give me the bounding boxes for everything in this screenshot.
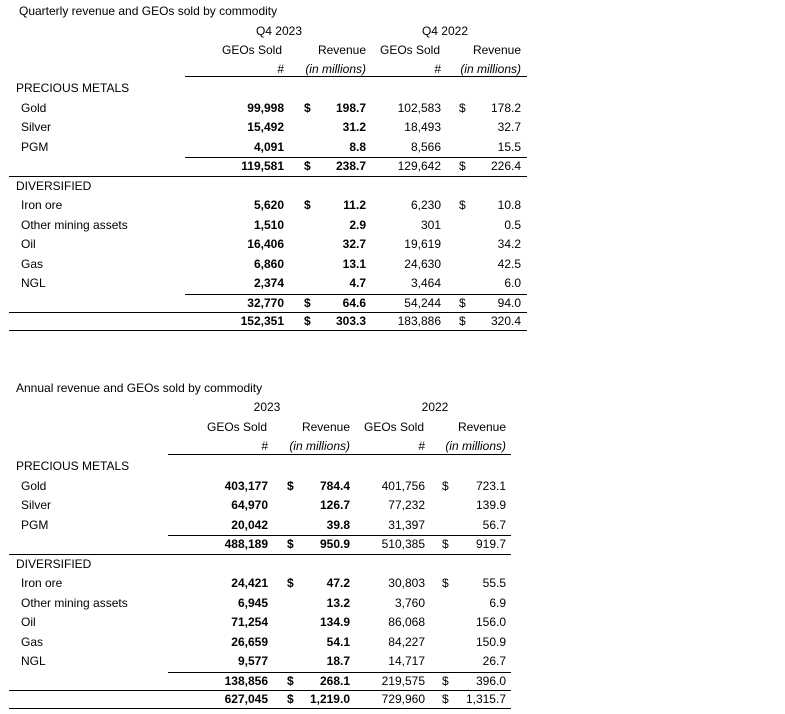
annual-row-label: Silver — [21, 498, 52, 512]
quarterly-row-revenue-prior: 178.2 — [490, 100, 521, 115]
quarterly-subtotal-row-currency-prior: $ — [459, 159, 466, 173]
quarterly-subtotal-row-revenue-prior: 94.0 — [497, 295, 521, 310]
quarterly-row-revenue-prior: 42.5 — [497, 256, 521, 271]
annual-row-geos-current: 24,421 — [231, 576, 268, 590]
annual-row-geos-prior: 77,232 — [388, 498, 425, 512]
quarterly-total-row-currency-prior: $ — [459, 314, 466, 328]
annual-row-label: Oil — [21, 615, 36, 629]
annual-subtotal-row-revenue-prior: 919.7 — [475, 537, 506, 551]
annual-row-label: NGL — [21, 654, 46, 668]
quarterly-row-currency-prior: $ — [459, 100, 466, 115]
annual-col-revenue-prior: Revenue — [457, 420, 506, 434]
annual-subtotal-row-geos-current: 488,189 — [224, 537, 268, 551]
quarterly-table-title: Quarterly revenue and GEOs sold by commodity — [19, 4, 278, 18]
annual-row-revenue-prior: 56.7 — [482, 517, 506, 532]
annual-col-hash-current: # — [261, 439, 268, 453]
quarterly-subtotal-row-currency-prior: $ — [459, 295, 466, 310]
annual-total-row-currency-prior: $ — [442, 692, 449, 706]
annual-subtotal-row-geos-current: 138,856 — [224, 673, 268, 688]
quarterly-total-row-revenue-prior: 320.4 — [490, 314, 521, 328]
annual-row-revenue-prior: 723.1 — [475, 478, 506, 493]
quarterly-section-heading: DIVERSIFIED — [16, 178, 92, 193]
quarterly-total-row-currency-current: $ — [304, 314, 311, 328]
quarterly-row-currency-current: $ — [304, 198, 311, 212]
quarterly-row-revenue-current: 11.2 — [343, 198, 366, 212]
annual-subtotal-rule — [168, 672, 511, 673]
annual-row-geos-prior: 3,760 — [394, 595, 425, 610]
annual-row-revenue-prior: 150.9 — [475, 634, 506, 649]
quarterly-subtotal-rule — [185, 157, 527, 158]
annual-subtotal-row-currency-current: $ — [287, 673, 294, 688]
quarterly-col-geos-prior: GEOs Sold — [379, 43, 441, 57]
quarterly-row-geos-prior: 102,583 — [397, 100, 441, 115]
annual-period-current: 2023 — [253, 400, 281, 414]
quarterly-total-row-geos-current: 152,351 — [240, 314, 284, 328]
annual-row-revenue-prior: 139.9 — [475, 498, 506, 512]
annual-header-rule — [168, 454, 511, 455]
annual-table-title: Annual revenue and GEOs sold by commodity — [16, 381, 263, 395]
annual-row-geos-current: 71,254 — [231, 615, 268, 629]
quarterly-row-geos-current: 5,620 — [253, 198, 284, 212]
annual-subtotal-row-revenue-prior: 396.0 — [475, 673, 506, 688]
annual-section-heading: PRECIOUS METALS — [16, 459, 130, 473]
quarterly-subtotal-row-revenue-prior: 226.4 — [490, 159, 521, 173]
annual-col-revenue-current: Revenue — [301, 420, 350, 434]
quarterly-row-geos-prior: 24,630 — [404, 256, 441, 271]
annual-row-geos-prior: 14,717 — [388, 654, 425, 668]
quarterly-subtotal-row-revenue-current: 238.7 — [335, 159, 366, 173]
quarterly-col-revenue-current: Revenue — [317, 43, 366, 57]
quarterly-row-geos-current: 4,091 — [253, 139, 284, 154]
quarterly-row-label: Iron ore — [21, 198, 63, 212]
quarterly-row-revenue-current: 13.1 — [342, 256, 366, 271]
quarterly-subtotal-row-geos-prior: 54,244 — [404, 295, 441, 310]
annual-section-rule — [9, 690, 511, 691]
quarterly-col-millions-current: (in millions) — [305, 62, 366, 76]
quarterly-period-current: Q4 2023 — [255, 24, 303, 38]
annual-subtotal-row-currency-current: $ — [287, 537, 294, 551]
quarterly-section-rule — [9, 176, 527, 177]
quarterly-row-label: Oil — [21, 237, 36, 251]
quarterly-subtotal-row-currency-current: $ — [304, 159, 311, 173]
annual-row-revenue-current: 13.2 — [326, 595, 350, 610]
quarterly-row-geos-current: 1,510 — [253, 217, 284, 232]
annual-row-currency-prior: $ — [442, 478, 449, 493]
annual-section-heading: DIVERSIFIED — [16, 556, 92, 571]
annual-row-revenue-current: 18.7 — [326, 654, 350, 668]
annual-row-geos-prior: 86,068 — [388, 615, 425, 629]
annual-row-geos-prior: 84,227 — [388, 634, 425, 649]
quarterly-row-revenue-prior: 6.0 — [504, 276, 521, 290]
annual-section-rule — [9, 554, 511, 555]
quarterly-row-label: Other mining assets — [21, 217, 128, 232]
annual-subtotal-row-geos-prior: 510,385 — [381, 537, 425, 551]
quarterly-row-revenue-prior: 0.5 — [504, 217, 521, 232]
quarterly-section-heading: PRECIOUS METALS — [16, 81, 130, 95]
annual-row-label: Iron ore — [21, 576, 63, 590]
quarterly-row-geos-current: 2,374 — [253, 276, 284, 290]
annual-total-row-geos-prior: 729,960 — [381, 692, 425, 706]
annual-row-revenue-current: 784.4 — [319, 478, 350, 493]
annual-col-millions-prior: (in millions) — [445, 439, 506, 453]
quarterly-subtotal-row-geos-prior: 129,642 — [397, 159, 441, 173]
quarterly-row-geos-current: 6,860 — [253, 256, 284, 271]
quarterly-row-geos-prior: 19,619 — [404, 237, 441, 251]
annual-row-label: Gas — [21, 634, 44, 649]
quarterly-row-revenue-prior: 15.5 — [497, 139, 521, 154]
annual-row-revenue-prior: 26.7 — [482, 654, 506, 668]
annual-subtotal-row-geos-prior: 219,575 — [381, 673, 425, 688]
annual-total-row-currency-current: $ — [287, 692, 294, 706]
quarterly-row-geos-current: 15,492 — [247, 120, 284, 134]
quarterly-header-rule — [185, 76, 527, 77]
quarterly-row-geos-prior: 301 — [420, 217, 441, 232]
annual-subtotal-row-currency-prior: $ — [442, 537, 449, 551]
annual-row-geos-current: 64,970 — [231, 498, 268, 512]
quarterly-row-revenue-current: 32.7 — [342, 237, 366, 251]
quarterly-row-revenue-current: 4.7 — [349, 276, 366, 290]
quarterly-col-geos-current: GEOs Sold — [221, 43, 283, 57]
annual-col-geos-current: GEOs Sold — [206, 420, 268, 434]
quarterly-subtotal-row-geos-current: 32,770 — [247, 295, 284, 310]
annual-row-geos-current: 20,042 — [231, 517, 268, 532]
quarterly-row-geos-prior: 6,230 — [410, 198, 441, 212]
quarterly-row-geos-prior: 3,464 — [410, 276, 441, 290]
quarterly-row-geos-prior: 18,493 — [404, 120, 441, 134]
annual-total-rule — [9, 708, 511, 709]
annual-col-hash-prior: # — [418, 439, 425, 453]
quarterly-total-row-revenue-current: 303.3 — [335, 314, 366, 328]
annual-row-geos-prior: 31,397 — [388, 517, 425, 532]
quarterly-row-label: PGM — [21, 139, 49, 154]
quarterly-col-millions-prior: (in millions) — [460, 62, 521, 76]
annual-col-millions-current: (in millions) — [289, 439, 350, 453]
quarterly-subtotal-row-currency-current: $ — [304, 295, 311, 310]
annual-row-geos-current: 26,659 — [231, 634, 268, 649]
annual-subtotal-row-revenue-current: 268.1 — [319, 673, 350, 688]
quarterly-row-geos-prior: 8,566 — [410, 139, 441, 154]
annual-row-revenue-current: 54.1 — [326, 634, 350, 649]
quarterly-row-label: Gold — [21, 100, 47, 115]
quarterly-row-geos-current: 99,998 — [247, 100, 284, 115]
quarterly-subtotal-row-revenue-current: 64.6 — [342, 295, 366, 310]
quarterly-row-revenue-current: 8.8 — [349, 139, 366, 154]
annual-row-geos-current: 6,945 — [237, 595, 268, 610]
quarterly-row-revenue-current: 2.9 — [349, 217, 366, 232]
annual-row-label: Other mining assets — [21, 595, 128, 610]
annual-row-revenue-prior: 156.0 — [475, 615, 506, 629]
annual-row-revenue-current: 47.2 — [326, 576, 350, 590]
quarterly-row-revenue-prior: 34.2 — [497, 237, 521, 251]
quarterly-subtotal-row-geos-current: 119,581 — [241, 159, 284, 173]
annual-subtotal-rule — [168, 535, 511, 536]
annual-col-geos-prior: GEOs Sold — [363, 420, 425, 434]
quarterly-row-geos-current: 16,406 — [247, 237, 284, 251]
annual-row-currency-prior: $ — [442, 576, 449, 590]
quarterly-section-rule — [9, 312, 527, 313]
quarterly-row-revenue-prior: 32.7 — [497, 120, 521, 134]
annual-row-geos-current: 403,177 — [224, 478, 268, 493]
annual-total-row-revenue-prior: 1,315.7 — [465, 692, 506, 706]
quarterly-row-revenue-prior: 10.8 — [497, 198, 521, 212]
quarterly-row-label: NGL — [21, 276, 46, 290]
annual-row-revenue-prior: 55.5 — [482, 576, 506, 590]
quarterly-subtotal-rule — [185, 294, 527, 295]
quarterly-row-currency-current: $ — [304, 100, 311, 115]
quarterly-row-revenue-current: 198.7 — [335, 100, 366, 115]
quarterly-col-hash-current: # — [277, 62, 284, 76]
quarterly-row-label: Silver — [21, 120, 52, 134]
annual-row-currency-current: $ — [287, 576, 294, 590]
annual-subtotal-row-revenue-current: 950.9 — [319, 537, 350, 551]
annual-row-geos-prior: 30,803 — [388, 576, 425, 590]
annual-row-geos-prior: 401,756 — [381, 478, 425, 493]
quarterly-total-row-geos-prior: 183,886 — [397, 314, 441, 328]
quarterly-total-rule — [9, 330, 527, 331]
quarterly-col-hash-prior: # — [434, 62, 441, 76]
annual-row-geos-current: 9,577 — [237, 654, 268, 668]
quarterly-row-label: Gas — [21, 256, 44, 271]
annual-total-row-revenue-current: 1,219.0 — [309, 692, 350, 706]
quarterly-period-prior: Q4 2022 — [421, 24, 469, 38]
annual-row-revenue-current: 126.7 — [319, 498, 350, 512]
annual-row-currency-current: $ — [287, 478, 294, 493]
annual-row-label: PGM — [21, 517, 49, 532]
annual-row-revenue-current: 39.8 — [326, 517, 350, 532]
annual-period-prior: 2022 — [421, 400, 449, 414]
annual-row-revenue-prior: 6.9 — [489, 595, 506, 610]
annual-row-label: Gold — [21, 478, 47, 493]
annual-total-row-geos-current: 627,045 — [224, 692, 268, 706]
annual-subtotal-row-currency-prior: $ — [442, 673, 449, 688]
quarterly-row-currency-prior: $ — [459, 198, 466, 212]
annual-row-revenue-current: 134.9 — [319, 615, 350, 629]
quarterly-row-revenue-current: 31.2 — [342, 120, 366, 134]
quarterly-col-revenue-prior: Revenue — [472, 43, 521, 57]
